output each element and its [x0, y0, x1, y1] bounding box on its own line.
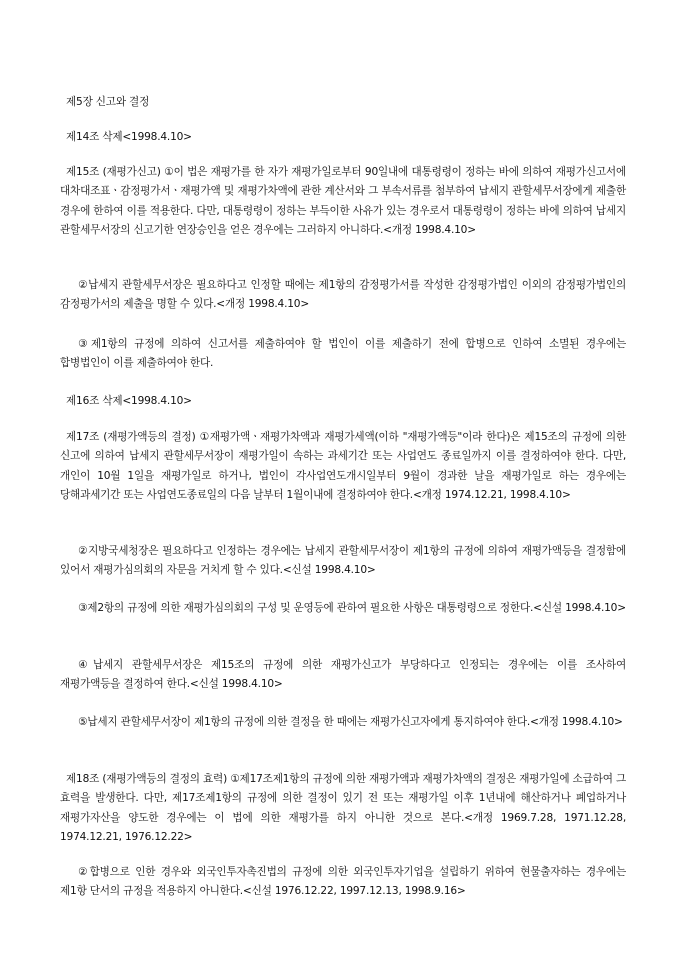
article-17-paragraph-5: ⑤납세지 관할세무서장이 제1항의 규정에 의한 결정을 한 때에는 재평가신고자에게 통지하여야 한다.<개정 1998.4.10> — [78, 716, 623, 728]
article-17-paragraph-2: ②지방국세청장은 필요하다고 인정하는 경우에는 납세지 관할세무서장이 제1항의 규정에 의하여 재평가액등을 결정함에 있어서 재평가심의회의 자문을 거치게 할 수 있다.<신설 1998.4.10> — [60, 545, 626, 577]
article-17-paragraph-1: 제17조 (재평가액등의 결정) ①재평가액ㆍ재평가차액과 재평가세액(이하 "재평가액등"이라 한다)은 제15조의 규정에 의한 신고에 의하여 납세지 관할세무서장이 재평가일이 속하는 과세기간 또는 사업연도 종료일까지 이를 결정하여야 한다. 다만, 개인이 10월 1일을 재평가일로 하거나, 법인이 각사업연도개시일부터 9월이 경과한 날을 재평가일로 하는 경우에는 당해과세기간 또는 사업연도종료일의 다음 날부터 1월이내에 결정하여야 한다.<개정 1974.12.21, 1998.4.10> — [60, 431, 626, 502]
article-17-paragraph-4: ④납세지 관할세무서장은 제15조의 규정에 의한 재평가신고가 부당하다고 인정되는 경우에는 이를 조사하여 재평가액등을 결정하여 한다.<신설 1998.4.10> — [60, 659, 626, 691]
article-18-paragraph-2: ②합병으로 인한 경우와 외국인투자촉진법의 규정에 의한 외국인투자기업을 설립하기 위하여 현물출자하는 경우에는 제1항 단서의 규정을 적용하지 아니한다.<신설 1976.12.22, 1997.12.13, 1998.9.16> — [60, 866, 626, 898]
chapter-title: 제5장 신고와 결정 — [66, 96, 150, 108]
article-17-paragraph-3: ③제2항의 규정에 의한 재평가심의회의 구성 및 운영등에 관하여 필요한 사항은 대통령령으로 정한다.<신설 1998.4.10> — [78, 602, 626, 614]
article-15-paragraph-3: ③제1항의 규정에 의하여 신고서를 제출하여야 할 법인이 이를 제출하기 전에 합병으로 인하여 소멸된 경우에는 합병법인이 이를 제출하여야 한다. — [60, 338, 626, 370]
article-14: 제14조 삭제<1998.4.10> — [66, 131, 192, 143]
article-16: 제16조 삭제<1998.4.10> — [66, 395, 192, 407]
article-15-paragraph-2: ②납세지 관할세무서장은 필요하다고 인정할 때에는 제1항의 감정평가서를 작성한 감정평가법인 이외의 감정평가법인의 감정평가서의 제출을 명할 수 있다.<개정 1998.4.10> — [60, 279, 626, 311]
article-15-paragraph-1: 제15조 (재평가신고) ①이 법은 재평가를 한 자가 재평가일로부터 90일내에 대통령령이 정하는 바에 의하여 재평가신고서에 대차대조표ㆍ감정평가서ㆍ재평가액 및 재평가차액에 관한 계산서와 그 부속서류를 첨부하여 납세지 관할세무서장에게 제출한 경우에 한하여 이를 적용한다. 다만, 대통령령이 정하는 부득이한 사유가 있는 경우로서 대통령령이 정하는 바에 의하여 납세지 관할세무서장의 신고기한 연장승인을 얻은 경우에는 그러하지 아니하다.<개정 1998.4.10> — [60, 166, 626, 237]
article-18-paragraph-1: 제18조 (재평가액등의 결정의 효력) ①제17조제1항의 규정에 의한 재평가액과 재평가차액의 결정은 재평가일에 소급하여 그 효력을 발생한다. 다만, 제17조제1항의 규정에 의한 결정이 있기 전 또는 재평가일 이후 1년내에 해산하거나 폐업하거나 재평가자산을 양도한 경우에는 이 법에 의한 재평가를 하지 아니한 것으로 본다.<개정 1969.7.28, 1971.12.28, 1974.12.21, 1976.12.22> — [60, 773, 626, 844]
